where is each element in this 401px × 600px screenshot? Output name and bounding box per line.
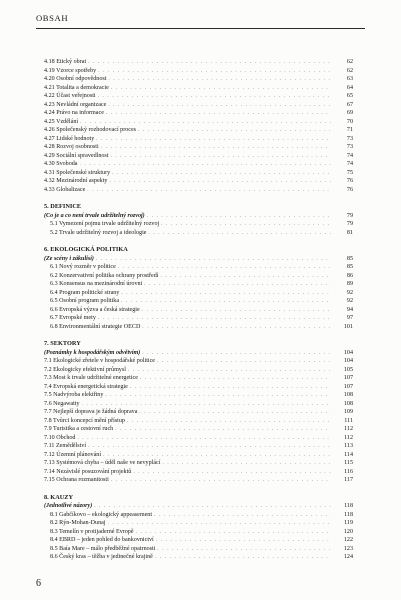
entry-title: 7.4 Evropská energetická strategie [44,383,128,390]
spacer [44,194,353,203]
dot-leader [154,512,331,521]
entry-title: 4.29 Sociální spravedlnost [44,152,109,159]
entry-title: 5.1 Vymezení pojmu trvale udržitelný rozvoj [50,221,160,227]
dot-leader [140,375,331,384]
dot-leader [136,529,331,538]
table-of-contents [44,58,353,562]
dot-leader [108,102,331,111]
dot-leader [88,59,331,68]
toc-entry [44,545,353,554]
toc-entry [44,442,353,451]
entry-page-number: 69 [346,110,353,116]
entry-title: 7.1 Ekologické zřetele v hospodářské politice [44,358,156,364]
dot-leader [148,230,331,239]
dot-leader [142,307,331,316]
entry-page-number: 115 [344,460,353,466]
entry-title: 4.21 Totalita a demokracie [44,84,109,91]
entry-page-number: 105 [343,366,353,373]
entry-page-number: 116 [344,468,353,475]
dot-leader [127,418,331,427]
dot-leader [121,290,331,299]
entry-title: 7.8 Tvůrci koncepcí mění přístup [44,417,125,424]
toc-entry [44,434,353,443]
entry-title: 6.8 Environmentální strategie OECD [50,323,141,330]
entry-title: 4.23 Nevládní organizace [44,101,107,108]
entry-title: 6.2 Konzervativní politika ochrany prostředí [50,272,159,279]
entry-page-number: 94 [346,306,353,313]
dot-leader [147,213,331,222]
entry-title: 6.4 Program politické strany [50,289,120,296]
dot-leader [155,554,331,563]
dot-leader [106,110,331,119]
toc-block-chapter-4 [44,58,353,194]
entry-page-number: 65 [346,93,353,99]
running-header: OBSAH [36,13,69,23]
entry-title: (Jednotlivé názory) [44,503,93,509]
dot-leader [108,520,331,529]
entry-title: 7.7 Nejlepší doprava je žádná doprava [44,409,138,415]
toc-entry [44,374,353,383]
toc-entry [44,459,353,468]
dot-leader [111,477,331,486]
entry-title: 6.5 Osobní program politika [50,298,120,304]
toc-entry [44,67,353,76]
dot-leader [98,93,331,102]
chapter-heading [44,203,353,212]
entry-page-number: 112 [344,426,353,432]
dot-leader [108,76,331,85]
entry-title: 7.11 Zemědělství [44,443,87,449]
toc-entry [44,408,353,417]
toc-entry [44,476,353,485]
entry-title: (Ze scény i zákulisí) [44,255,94,262]
dot-leader [130,384,331,393]
entry-title: 8.3 Temelín v protijaderné Evropě [50,528,134,535]
entry-page-number: 86 [346,272,353,279]
dot-leader [121,298,331,307]
entry-title: 7.12 Územní plánování [44,451,102,458]
chapter-heading [44,246,353,255]
dot-leader [98,68,331,77]
dot-leader [142,350,331,359]
entry-page-number: 75 [346,169,353,176]
dot-leader [87,187,331,196]
header-rule [36,28,365,29]
entry-title: 4.32 Mezinárodní aspekty [44,178,108,184]
entry-page-number: 76 [346,186,353,193]
entry-page-number: 70 [346,118,353,125]
entry-title: 7.6 Negawatty [44,400,80,407]
toc-block-chapter-6 [44,246,353,331]
toc-entry [44,229,353,238]
entry-title: 8.4 EBRD – jeden pohled do bankovnictví [50,537,154,543]
dot-leader [77,435,331,444]
entry-title: 4.27 Lidské hodnoty [44,135,95,142]
entry-page-number: 122 [343,537,353,543]
dot-leader [162,460,331,469]
toc-entry [44,220,353,229]
toc-block-chapter-8 [44,494,353,562]
entry-page-number: 113 [344,443,353,449]
entry-page-number: 79 [346,212,353,219]
toc-entry [44,280,353,289]
entry-page-number: 89 [346,281,353,287]
dot-leader [110,153,331,162]
toc-entry [44,417,353,426]
toc-entry [44,511,353,520]
toc-entry [44,323,353,332]
entry-page-number: 104 [343,358,353,364]
dot-leader [142,324,331,333]
toc-entry [44,314,353,323]
toc-entry [44,255,353,264]
entry-title: 5.2 Trvale udržitelný rozvoj a ideologie [50,229,147,236]
dot-leader [88,443,331,452]
entry-page-number: 73 [346,135,353,142]
toc-entry [44,289,353,298]
entry-title: 8.6 Český kras – těžba v jedinečné krajině [50,554,153,560]
entry-page-number: 107 [343,383,353,390]
entry-page-number: 123 [343,545,353,552]
dot-leader [133,469,331,478]
toc-entry [44,143,353,152]
entry-page-number: 119 [344,520,353,526]
entry-page-number: 101 [343,323,353,330]
dot-leader [96,136,331,145]
toc-entry [44,400,353,409]
entry-page-number: 64 [346,84,353,91]
spacer [44,237,353,246]
dot-leader [80,161,331,170]
toc-entry [44,519,353,528]
entry-page-number: 118 [344,511,353,518]
chapter-heading-text: 5. DEFINICE [44,203,82,210]
entry-title: 7.13 Systémová chyba – úděl naše ve nevyplácí [44,460,161,466]
entry-page-number: 85 [346,264,353,270]
toc-entry [44,135,353,144]
entry-title: 4.33 Globalizace [44,186,86,193]
entry-page-number: 114 [344,451,353,458]
dot-leader [139,409,331,418]
entry-title: 4.25 Vzdělání [44,118,79,125]
toc-entry [44,383,353,392]
chapter-heading-text: 7. SEKTORY [44,340,81,347]
entry-title: 6.3 Konsensus na mezinárodní úrovni [50,281,143,287]
entry-page-number: 104 [343,349,353,356]
entry-title: 4.31 Společenské struktury [44,169,111,176]
entry-page-number: 112 [344,434,353,441]
entry-page-number: 92 [346,298,353,304]
chapter-heading-text: 6. EKOLOGICKÁ POLITIKA [44,246,128,253]
toc-entry [44,186,353,195]
dot-leader [105,392,331,401]
dot-leader [161,221,331,230]
toc-entry [44,366,353,375]
toc-entry [44,84,353,93]
dot-leader [96,256,331,265]
toc-entry [44,451,353,460]
toc-entry [44,58,353,67]
entry-page-number: 124 [343,554,353,560]
toc-entry [44,126,353,135]
toc-entry [44,553,353,562]
toc-entry [44,118,353,127]
dot-leader [144,281,331,290]
toc-entry [44,425,353,434]
entry-title: 4.19 Vzorce spotřeby [44,67,97,74]
entry-page-number: 74 [346,152,353,159]
dot-leader [115,426,331,435]
entry-title: 7.9 Turistika a cestovní ruch [44,426,114,432]
entry-title: 7.2 Ekologicky efektivní průmysl [44,366,126,373]
dot-leader [112,170,331,179]
entry-title: 4.18 Etický obrat [44,59,87,65]
toc-entry [44,502,353,511]
entry-title: 6.6 Evropská výzva a česká strategie [50,306,140,313]
entry-title: 4.28 Rozvoj osobnosti [44,144,99,150]
toc-entry [44,109,353,118]
entry-page-number: 107 [343,375,353,381]
toc-entry [44,160,353,169]
entry-page-number: 81 [346,229,353,236]
toc-entry [44,528,353,537]
toc-entry [44,297,353,306]
entry-page-number: 63 [346,76,353,82]
entry-title: 7.15 Ochrana rozmanitosti [44,477,109,483]
dot-leader [109,178,331,187]
entry-page-number: 118 [344,503,353,509]
entry-title: 8.1 Gabčíkovo – ekologický appeasement [50,511,153,518]
dot-leader [101,144,331,153]
entry-title: (Co je a co není trvale udržitelný rozvoj) [44,212,145,219]
dot-leader [128,367,331,376]
toc-entry [44,177,353,186]
spacer [44,331,353,340]
toc-entry [44,101,353,110]
entry-title: 8.2 Rýn-Mohan-Dunaj [50,520,106,526]
dot-leader [156,537,331,546]
entry-title: 8.5 Baía Mare – málo předběžné opatrnosti [50,545,156,552]
toc-entry [44,391,353,400]
chapter-heading [44,340,353,349]
entry-page-number: 117 [344,477,353,483]
dot-leader [138,127,331,136]
entry-page-number: 120 [343,528,353,535]
entry-title: 7.14 Nezávislé posuzování projektů [44,468,132,475]
entry-page-number: 67 [346,101,353,108]
entry-title: 4.24 Právo na informace [44,110,104,116]
entry-title: 7.10 Obchod [44,434,76,441]
toc-entry [44,468,353,477]
toc-entry [44,152,353,161]
toc-entry [44,306,353,315]
entry-page-number: 111 [344,417,353,424]
toc-entry [44,536,353,545]
entry-page-number: 71 [346,127,353,133]
dot-leader [157,546,331,555]
spacer [44,485,353,494]
entry-page-number: 92 [346,289,353,296]
entry-page-number: 79 [346,221,353,227]
entry-title: 7.5 Nadvýroba elektřiny [44,392,104,398]
dot-leader [157,358,331,367]
toc-block-chapter-7 [44,340,353,485]
entry-page-number: 73 [346,144,353,150]
entry-title: 4.20 Osobní odpovědnost [44,76,107,82]
dot-leader [160,273,331,282]
toc-entry [44,357,353,366]
entry-page-number: 85 [346,255,353,262]
toc-entry [44,92,353,101]
toc-entry [44,75,353,84]
entry-title: 4.22 Účast veřejnosti [44,93,96,99]
entry-title: (Poznámky k hospodářským odvětvím) [44,349,141,356]
entry-title: 7.3 Most k trvale udržitelné energetice [44,375,138,381]
toc-block-chapter-5 [44,203,353,237]
entry-title: 4.30 Svoboda [44,161,78,167]
toc-entry [44,272,353,281]
entry-page-number: 108 [343,392,353,398]
toc-entry [44,169,353,178]
chapter-heading-text: 8. KAUZY [44,493,74,501]
toc-entry [44,263,353,272]
entry-page-number: 108 [343,400,353,407]
entry-page-number: 74 [346,161,353,167]
page-number: 6 [36,578,41,589]
toc-entry [44,349,353,358]
entry-page-number: 109 [343,409,353,415]
toc-entry [44,212,353,221]
chapter-heading [44,494,353,503]
dot-leader [111,85,331,94]
entry-page-number: 62 [346,59,353,65]
entry-page-number: 97 [346,315,353,321]
entry-title: 6.7 Evropské mety [50,315,96,321]
entry-page-number: 62 [346,67,353,74]
entry-title: 6.1 Nový rozměr v politice [50,264,116,270]
entry-title: 4.26 Společenský rozhodovací proces [44,127,137,133]
entry-page-number: 76 [346,178,353,184]
